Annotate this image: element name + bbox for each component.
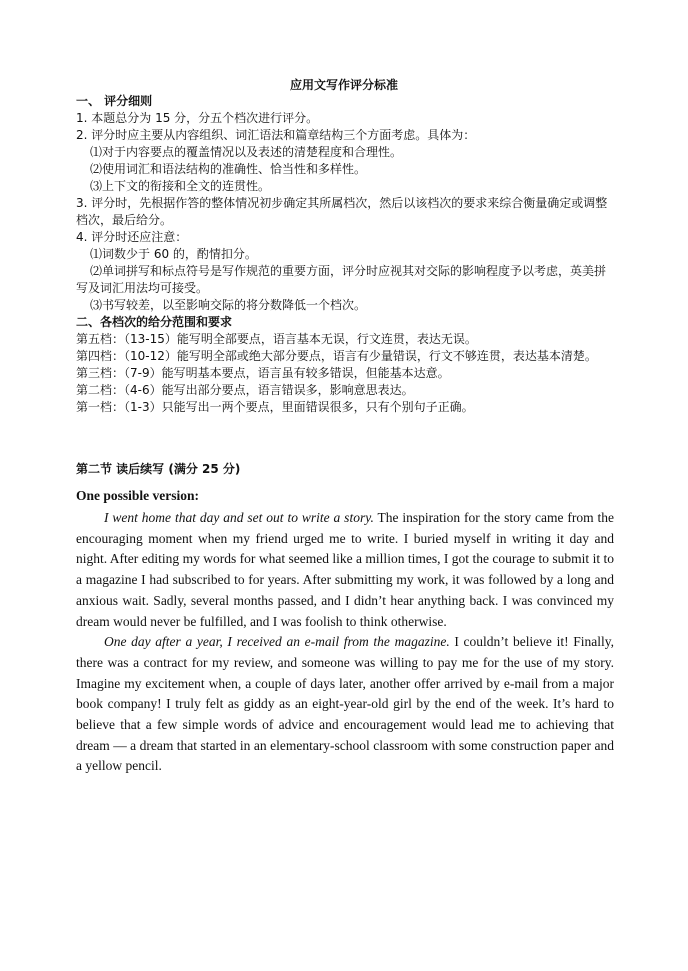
grade-5: 第五档：（13-15）能写明全部要点，语言基本无误，行文连贯，表达无误。 xyxy=(76,332,477,346)
continuation-writing-section xyxy=(76,461,614,777)
rule-4: 4. 评分时还应注意： xyxy=(76,230,188,244)
grade-1: 第一档：（1-3）只能写出一两个要点，里面错误很多，只有个别句子正确。 xyxy=(76,400,474,414)
grade-4: 第四档：（10-12）能写明全部或绝大部分要点，语言有少量错误，行文不够连贯，表达基本清楚。 xyxy=(76,349,597,363)
rule-2-item-3: ⑶上下文的衔接和全文的连贯性。 xyxy=(90,179,271,193)
rule-1: 1. 本题总分为 15 分，分五个档次进行评分。 xyxy=(76,111,319,125)
rule-2: 2. 评分时应主要从内容组织、词汇语法和篇章结构三个方面考虑。具体为： xyxy=(76,128,476,142)
sample-heading: One possible version: xyxy=(76,488,200,503)
rule-3: 3. 评分时，先根据作答的整体情况初步确定其所属档次，然后以该档次的要求来综合衡量确定或调整档次，最后给分。 xyxy=(76,196,608,227)
part2-heading: 二、各档次的给分范围和要求 xyxy=(76,315,233,329)
document-title: 应用文写作评分标准 xyxy=(289,78,398,92)
rule-2-item-2: ⑵使用词汇和语法结构的准确性、恰当性和多样性。 xyxy=(90,162,367,176)
paragraph-2-opening: One day after a year, I received an e-mail from the magazine. xyxy=(104,634,450,650)
paragraph-2-body: I couldn’t believe it! Finally, there was a contract for my review, and someone was willing to pay me for the use of my story. Imagine my excitement when, a couple of days later, another offer arrived by e-mail from a major book company! I truly felt as giddy as an eight-year-old girl by the end of the week. It’s hard to believe that a few simple words of advice and encouragement would lead me to achieving that dream — a dream that started in an elementary-school classroom with some construction paper and a yellow pencil. xyxy=(76,634,614,774)
rule-2-item-1: ⑴对于内容要点的覆盖情况以及表述的清楚程度和合理性。 xyxy=(90,145,403,159)
rule-4-item-2: ⑵单词拼写和标点符号是写作规范的重要方面，评分时应视其对交际的影响程度予以考虑，英美拼写及词汇用法均可接受。 xyxy=(76,264,607,295)
grade-3: 第三档：（7-9）能写明基本要点，语言虽有较多错误，但能基本达意。 xyxy=(76,366,450,380)
rule-4-item-3: ⑶书写较差，以至影响交际的将分数降低一个档次。 xyxy=(90,298,367,312)
paragraph-1-opening: I went home that day and set out to write a story. xyxy=(104,510,374,525)
sample-paragraph-2 xyxy=(76,632,614,777)
scoring-criteria xyxy=(76,93,616,416)
rule-4-item-1: ⑴词数少于 60 的，酌情扣分。 xyxy=(90,247,257,261)
section2-heading: 第二节 读后续写 (满分 25 分) xyxy=(76,462,241,476)
paragraph-1-body: The inspiration for the story came from the encouraging moment when my friend urged me to write. I buried myself in writing it day and night. After editing my words for what seemed like a million times, I got the courage to submit it to a magazine I had subscribed to for years. After submitting my work, it was followed by a long and anxious wait. Sadly, several months passed, and I didn’t hear anything back. I was convinced my dream would never be fulfilled, and I was foolish to think otherwise. xyxy=(76,510,615,629)
part1-heading: 一、 评分细则 xyxy=(76,94,153,108)
grade-2: 第二档：（4-6）能写出部分要点，语言错误多，影响意思表达。 xyxy=(76,383,414,397)
sample-paragraph-1 xyxy=(76,508,614,632)
